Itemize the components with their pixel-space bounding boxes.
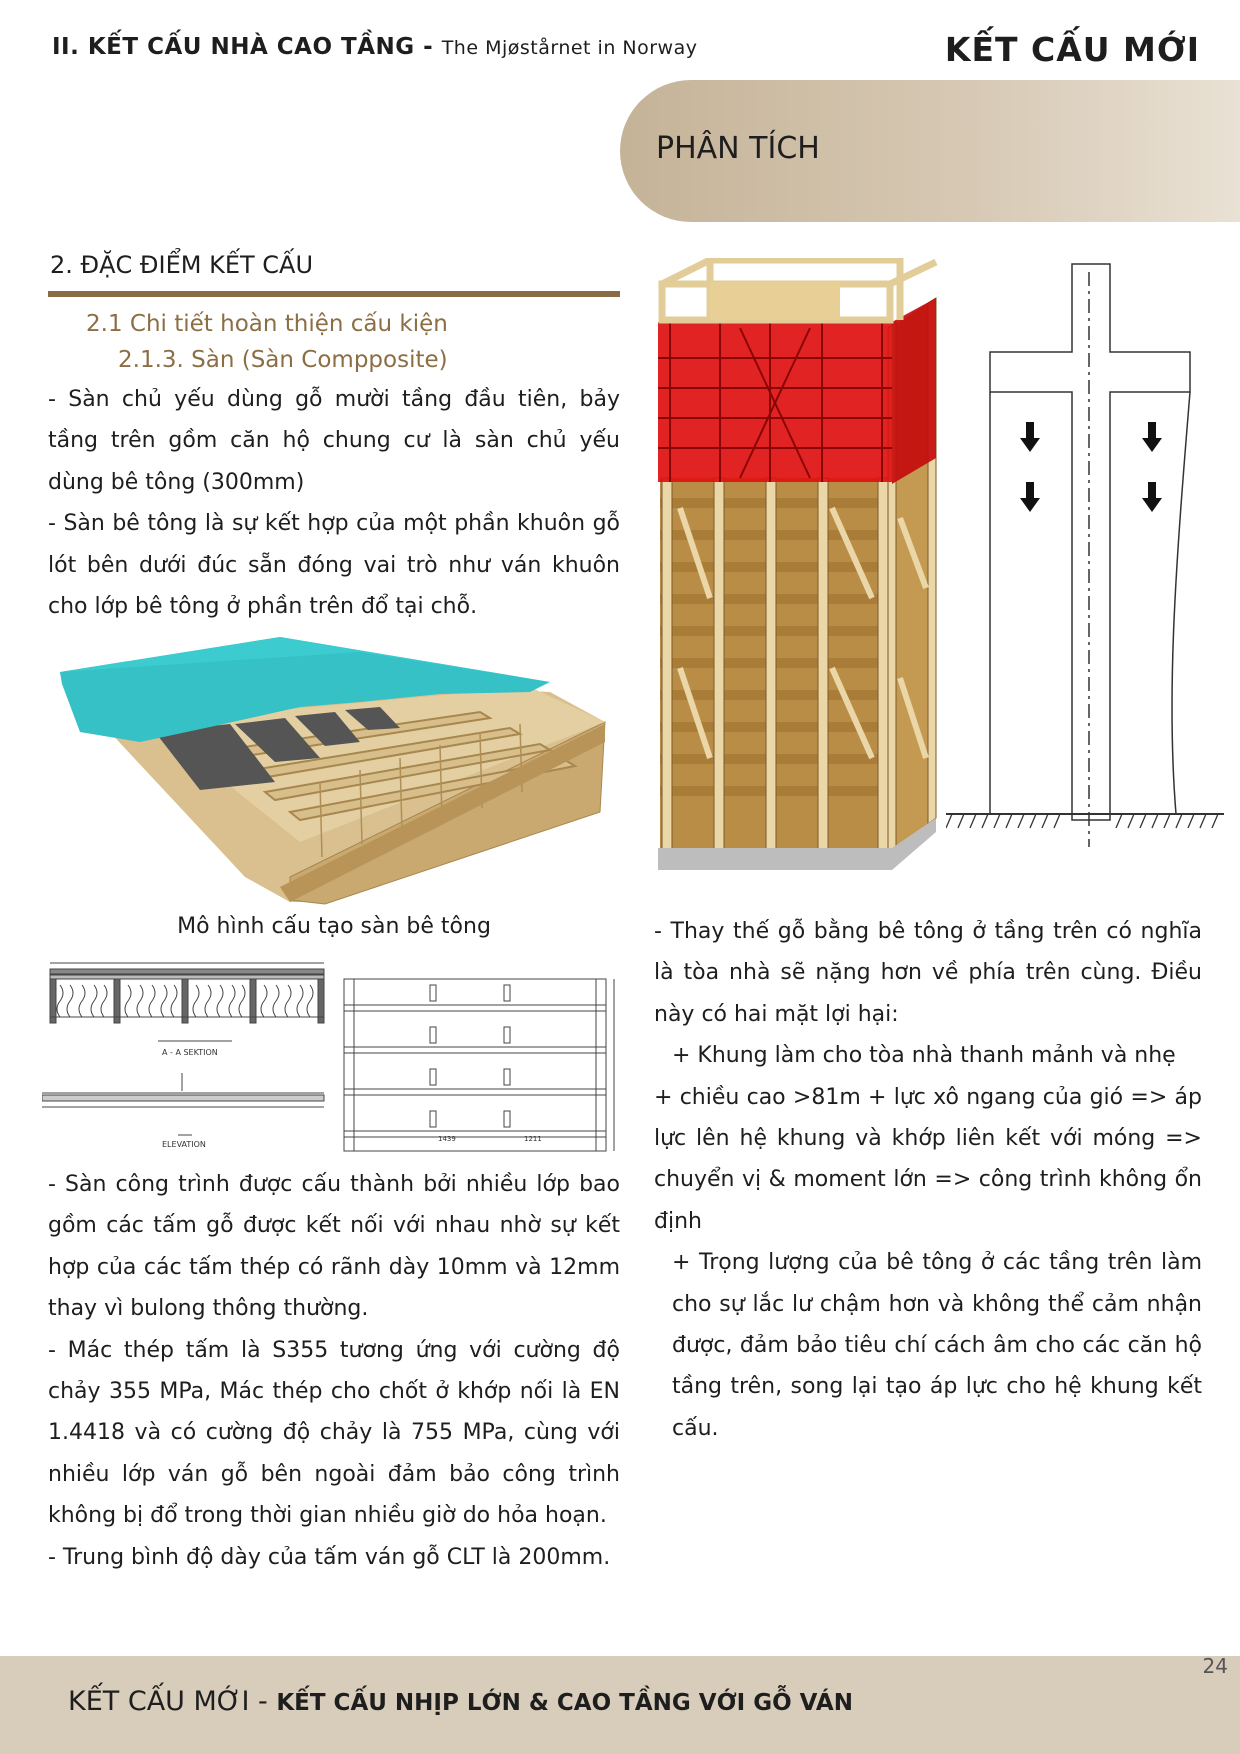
subsection-heading: 2.1 Chi tiết hoàn thiện cấu kiện — [86, 311, 448, 337]
brand-title: KẾT CẤU MỚI — [944, 30, 1200, 69]
section-heading: 2. ĐẶC ĐIỂM KẾT CẤU — [50, 251, 314, 279]
page-number: 24 — [1202, 1654, 1228, 1678]
slab-detail-paragraphs — [48, 1164, 620, 1578]
tower-structure-illustration — [650, 258, 940, 870]
analysis-banner-label: PHÂN TÍCH — [656, 131, 820, 166]
section-subtitle: The Mjøstårnet in Norway — [441, 37, 698, 59]
paragraph: - Trung bình độ dày của tấm ván gỗ CLT là 200mm. — [48, 1544, 611, 1570]
paragraph: - Sàn bê tông là sự kết hợp của một phần khuôn gỗ lót bên dưới đúc sẵn đóng vai trò như ván khuôn cho lớp bê tông ở phần trên đổ tại chỗ. — [48, 511, 620, 620]
composite-slab-illustration — [60, 632, 620, 912]
paragraph: - Thay thế gỗ bằng bê tông ở tầng trên có nghĩa là tòa nhà sẽ nặng hơn về phía trên cùng. Điều này có hai mặt lợi hại: — [654, 919, 1202, 1027]
paragraph: - Sàn công trình được cấu thành bởi nhiều lớp bao gồm các tấm gỗ được kết nối với nhau nhờ sự kết hợp của các tấm thép có rãnh dày 10mm và 12mm thay vì bulong thông thường. — [48, 1172, 620, 1322]
footer-title — [68, 1686, 853, 1717]
subsubsection-heading: 2.1.3. Sàn (Sàn Compposite) — [118, 347, 448, 373]
section-label: A - A SEKTION — [162, 1048, 218, 1057]
load-analysis-paragraphs — [654, 911, 1202, 1449]
intro-paragraphs — [48, 379, 620, 627]
footer-bold: KẾT CẤU NHỊP LỚN & CAO TẦNG VỚI GỖ VÁN — [276, 1690, 853, 1716]
section-header — [52, 34, 698, 60]
paragraph: - Sàn chủ yếu dùng gỗ mười tầng đầu tiên, bảy tầng trên gồm căn hộ chung cư là sàn chủ yếu dùng bê tông (300mm) — [48, 387, 620, 495]
load-diagram — [946, 262, 1226, 852]
down-arrow-icon — [1020, 422, 1162, 512]
paragraph: - Mác thép tấm là S355 tương ứng với cường độ chảy 355 MPa, Mác thép cho chốt ở khớp nối là EN 1.4418 và có cường độ chảy là 755 MPa, cùng với nhiều lớp ván gỗ bên ngoài đảm bảo công trình không bị đổ trong thời gian nhiều giờ do hỏa hoạn. — [48, 1337, 620, 1529]
dimension-label: 1211 — [524, 1135, 542, 1143]
dimension-label: 1439 — [438, 1135, 456, 1143]
section-title: II. KẾT CẤU NHÀ CAO TẦNG - — [52, 34, 434, 60]
paragraph: + Khung làm cho tòa nhà thanh mảnh và nhẹ — [672, 1043, 1176, 1069]
heading-rule — [48, 291, 620, 297]
footer-lead: KẾT CẤU MỚI - — [68, 1686, 277, 1717]
paragraph: + chiều cao >81m + lực xô ngang của gió => áp lực lên hệ khung và khớp liên kết với móng => chuyển vị & moment lớn => công trình không ổn định — [654, 1084, 1202, 1234]
slab-technical-drawing — [42, 955, 622, 1155]
elevation-label: ELEVATION — [162, 1140, 206, 1149]
figure-caption: Mô hình cấu tạo sàn bê tông — [177, 914, 491, 939]
paragraph: + Trọng lượng của bê tông ở các tầng trên làm cho sự lắc lư chậm hơn và không thể cảm nhận được, đảm bảo tiêu chí cách âm cho các căn hộ tầng trên, song lại tạo áp lực cho hệ khung kết cấu. — [672, 1250, 1202, 1441]
